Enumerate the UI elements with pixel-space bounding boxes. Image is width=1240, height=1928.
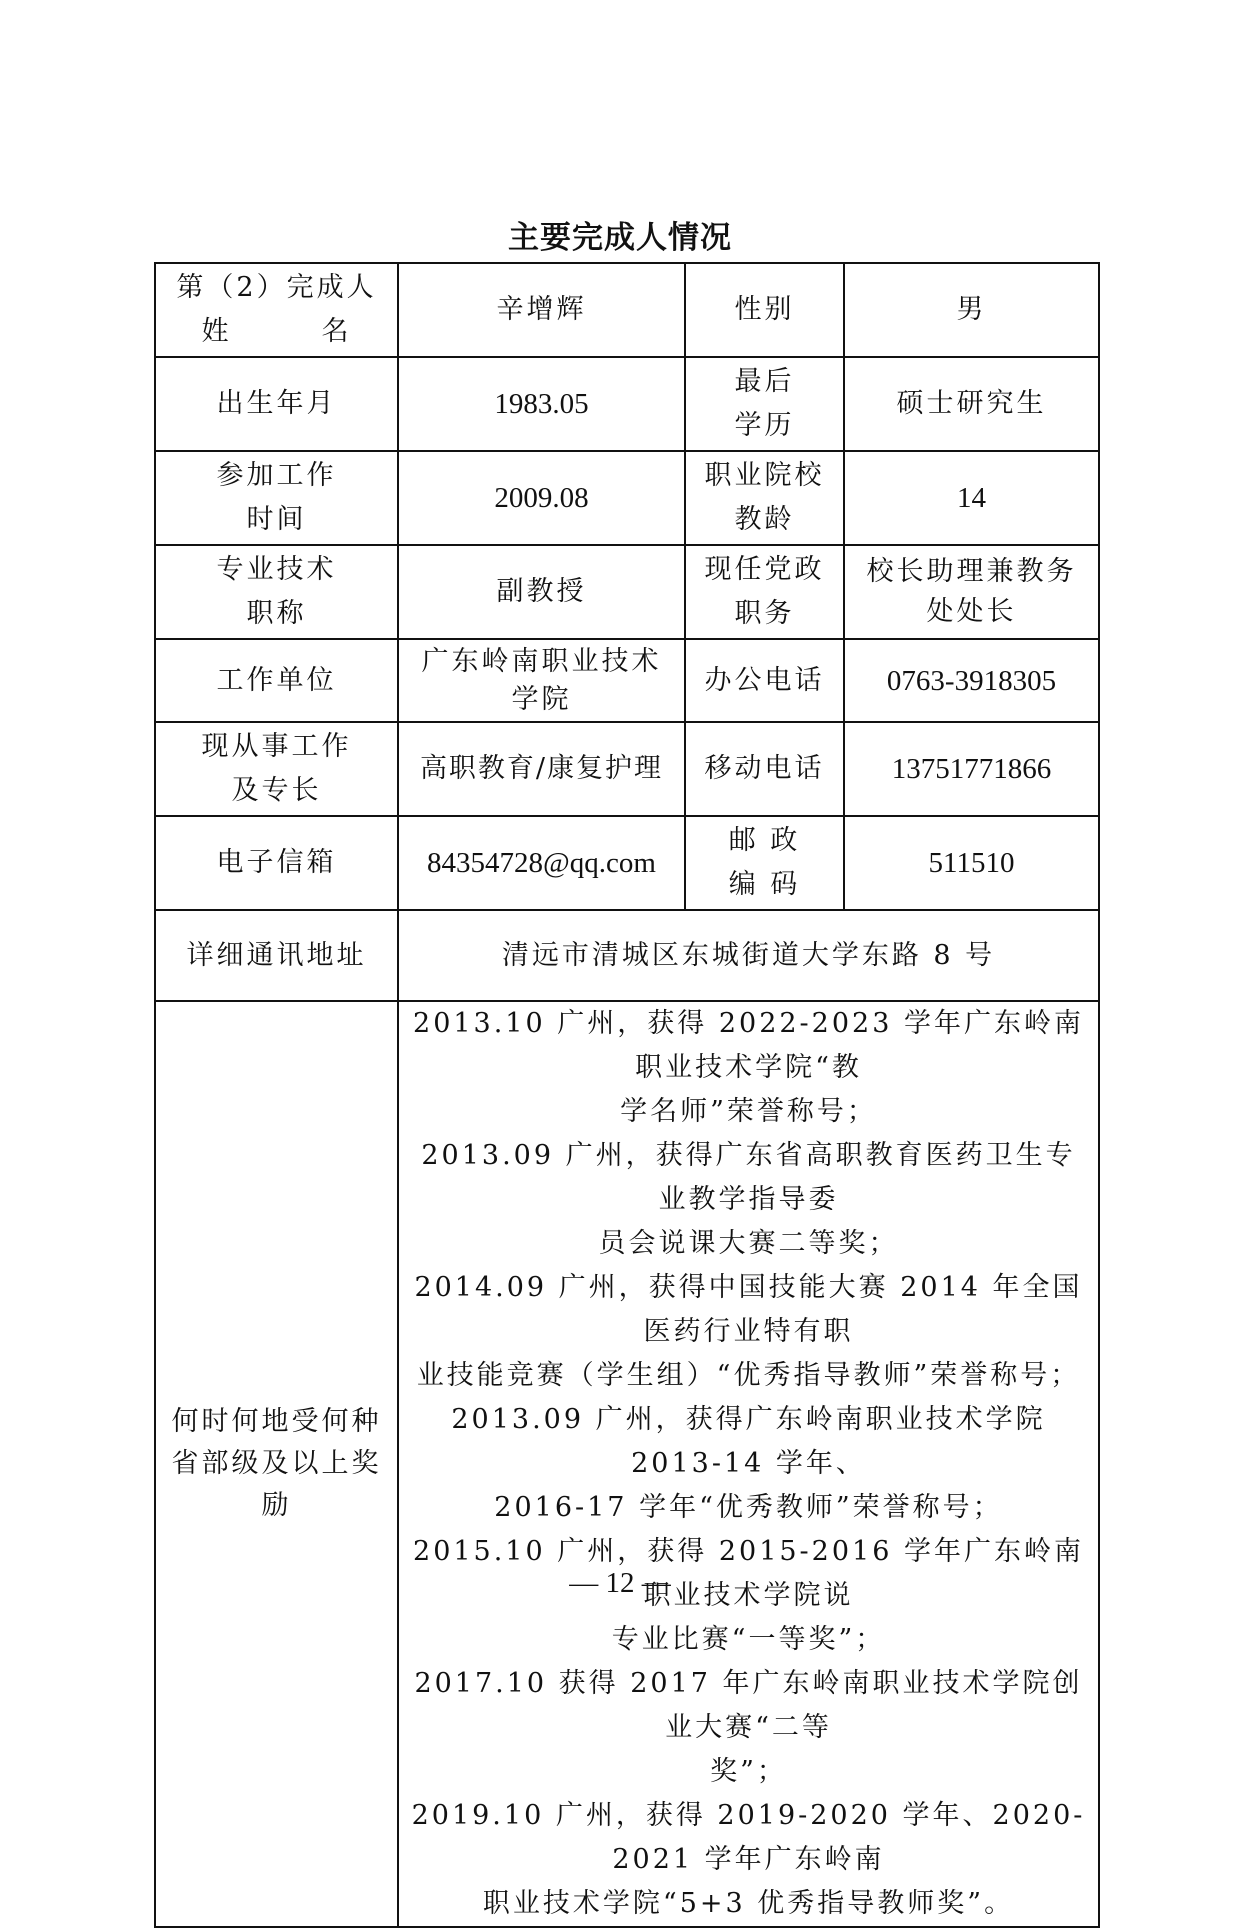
value-teaching-years: 14 (844, 451, 1099, 545)
label-title-rank (155, 545, 398, 639)
row-title-rank (155, 545, 1099, 639)
row-work-start (155, 451, 1099, 545)
award-line: 2013.10 广州，获得 2022-2023 学年广东岭南职业技术学院“教 (413, 1008, 1084, 1083)
label-education (685, 357, 844, 451)
label-teaching-years-line2: 教龄 (734, 504, 795, 535)
label-title-rank-line2: 职称 (246, 598, 307, 629)
value-birth: 1983.05 (398, 357, 685, 451)
award-line: 2013.09 广州，获得广东省高职教育医药卫生专业教学指导委 (421, 1140, 1076, 1215)
label-work-start-line2: 时间 (246, 504, 307, 535)
label-teaching-years (685, 451, 844, 545)
row-specialty (155, 722, 1099, 816)
value-title-rank: 副教授 (398, 545, 685, 639)
label-office-phone: 办公电话 (685, 639, 844, 722)
label-name (155, 263, 398, 357)
value-employer-line1: 广东岭南职业技术 (421, 645, 662, 677)
label-specialty-line1: 现从事工作 (201, 731, 352, 762)
label-awards (155, 1001, 398, 1927)
label-employer: 工作单位 (155, 639, 398, 722)
page-title: 主要完成人情况 (508, 220, 732, 256)
award-line: 2016-17 学年“优秀教师”荣誉称号； (494, 1492, 1003, 1523)
award-line: 专业比赛“一等奖”； (611, 1624, 886, 1655)
label-name-char-2: 名 (321, 316, 352, 347)
award-line: 2015.10 广州，获得 2015-2016 学年广东岭南职业技术学院说 (413, 1536, 1084, 1611)
page-number: — 12 — (569, 1567, 671, 1599)
value-position-line2: 处处长 (926, 596, 1017, 627)
label-name-char-1: 姓 (201, 316, 232, 347)
value-name: 辛增辉 (398, 263, 685, 357)
label-name-line1: 第（2）完成人 (176, 272, 377, 303)
award-line: 2019.10 广州，获得 2019-2020 学年、2020-2021 学年广东岭南 (411, 1800, 1086, 1875)
label-address: 详细通讯地址 (155, 910, 398, 1001)
value-position (844, 545, 1099, 639)
value-address: 清远市清城区东城街道大学东路 8 号 (398, 910, 1099, 1001)
label-postcode (685, 816, 844, 910)
label-birth: 出生年月 (155, 357, 398, 451)
label-work-start-line1: 参加工作 (216, 460, 337, 491)
value-awards (398, 1001, 1099, 1927)
award-line: 业技能竞赛（学生组）“优秀指导教师”荣誉称号； (416, 1360, 1081, 1391)
value-specialty: 高职教育/康复护理 (398, 722, 685, 816)
label-specialty-line2: 及专长 (231, 775, 322, 806)
label-specialty (155, 722, 398, 816)
award-line: 2017.10 获得 2017 年广东岭南职业技术学院创业大赛“二等 (414, 1668, 1083, 1743)
label-position-line2: 职务 (734, 598, 795, 629)
value-gender: 男 (844, 263, 1099, 357)
row-awards (155, 1001, 1099, 1927)
value-mobile: 13751771866 (844, 722, 1099, 816)
award-line: 学名师”荣誉称号； (620, 1096, 877, 1127)
award-line: 员会说课大赛二等奖； (598, 1228, 899, 1259)
value-postcode: 511510 (844, 816, 1099, 910)
value-employer (398, 639, 685, 722)
value-work-start: 2009.08 (398, 451, 685, 545)
award-line: 职业技术学院“5+3 优秀指导教师奖”。 (482, 1888, 1015, 1919)
value-position-line1: 校长助理兼教务 (866, 556, 1077, 587)
value-employer-line2: 学院 (511, 683, 572, 715)
label-education-line2: 学历 (734, 410, 795, 441)
value-office-phone: 0763-3918305 (844, 639, 1099, 722)
label-awards-line1: 何时何地受何种 (171, 1406, 382, 1437)
row-address (155, 910, 1099, 1001)
label-postcode-line1: 邮 政 (728, 825, 801, 856)
label-position (685, 545, 844, 639)
row-name (155, 263, 1099, 357)
value-email: 84354728@qq.com (398, 816, 685, 910)
label-work-start (155, 451, 398, 545)
label-postcode-line2: 编 码 (728, 869, 801, 900)
label-mobile: 移动电话 (685, 722, 844, 816)
label-name-line2 (202, 310, 352, 354)
award-line: 2014.09 广州，获得中国技能大赛 2014 年全国医药行业特有职 (414, 1272, 1083, 1347)
label-gender: 性别 (685, 263, 844, 357)
award-line: 奖”； (710, 1756, 787, 1787)
row-email (155, 816, 1099, 910)
award-line: 2013.09 广州，获得广东岭南职业技术学院 2013-14 学年、 (451, 1404, 1046, 1479)
row-employer (155, 639, 1099, 722)
label-awards-line2: 省部级及以上奖励 (171, 1448, 382, 1521)
label-email: 电子信箱 (155, 816, 398, 910)
label-position-line1: 现任党政 (704, 554, 825, 585)
completer-info-table (154, 262, 1100, 1928)
label-title-rank-line1: 专业技术 (216, 554, 337, 585)
label-education-line1: 最后 (734, 366, 795, 397)
value-education: 硕士研究生 (844, 357, 1099, 451)
row-birth (155, 357, 1099, 451)
label-teaching-years-line1: 职业院校 (704, 460, 825, 491)
